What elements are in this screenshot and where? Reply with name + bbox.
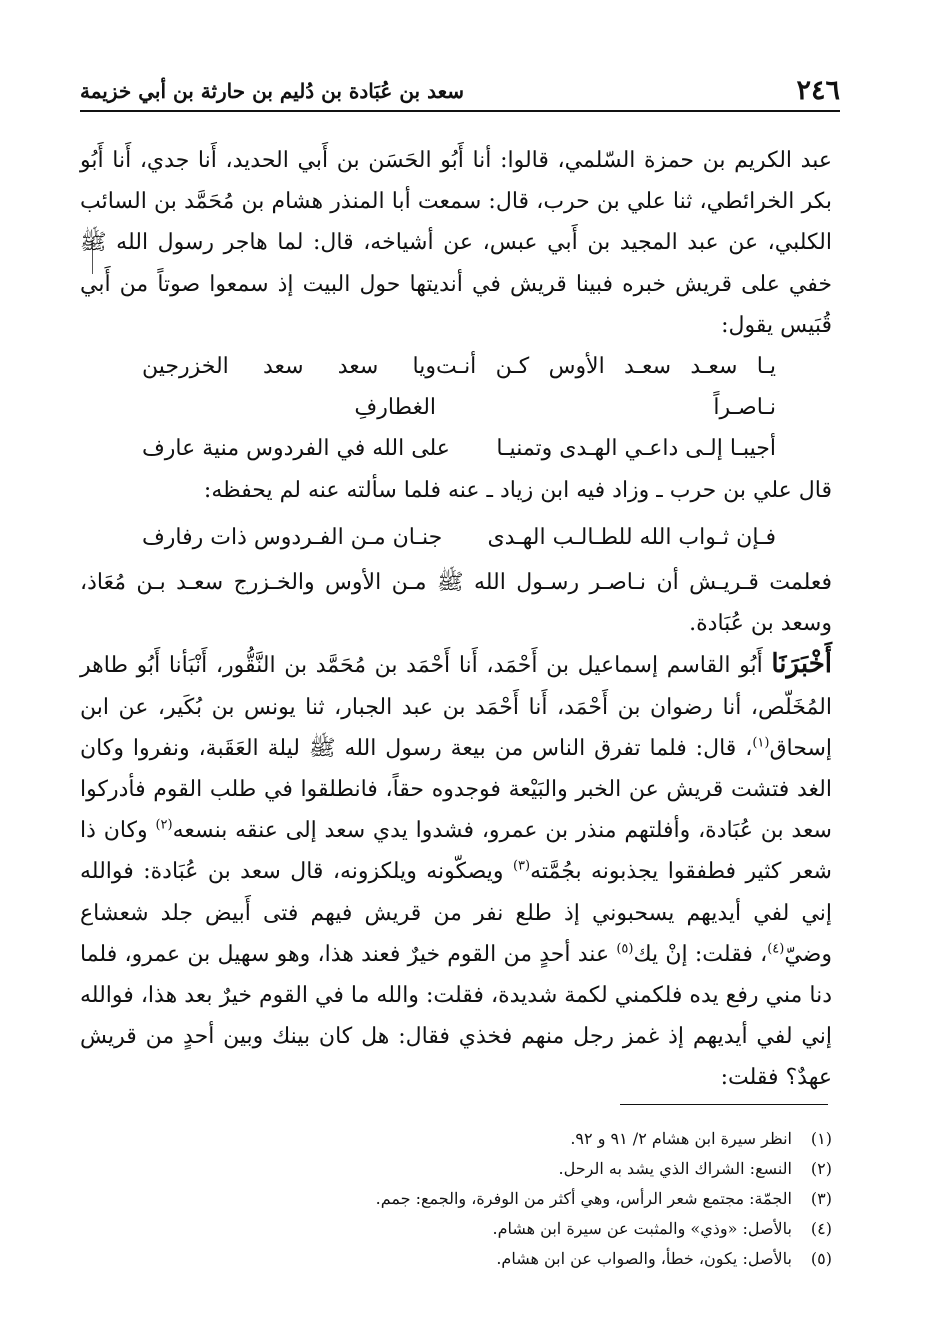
footnote-text: بالأصل: يكون، خطأ، والصواب عن ابن هشام.	[496, 1249, 792, 1268]
page-number: ٢٤٦	[796, 75, 840, 106]
footnote-2	[80, 1154, 832, 1184]
footnote-1	[80, 1124, 832, 1154]
verse-1-second-hemistich: ويا سعد سعد الخزرجين الغطارفِ	[142, 354, 437, 421]
paragraph-3-part-a: أَبُو القاسم إسماعيل بن أَحْمَد، أَنا أَحْمَد بن مُحَمَّد بن النَّقُّور، أَنْبَأنا أَبُو طاهر المُخَلّص، أنا رضوان بن أَحْمَد، أَنا أَحْمَد بن عبد الجبار، ثنا يونس بن بُكَير، عن ابن إسحاق	[80, 653, 832, 761]
footnote-text: النسع: الشراك الذي يشد به الرحل.	[558, 1159, 792, 1178]
paragraph-3-part-b: ، قال: فلما تفرق الناس من بيعة رسول الله ﷺ ليلة العَقَبة، ونفروا وكان الغد فتشت قريش عن الخبر والبَيْعة فوجدوه حقاً، فانطلقوا في طلب القوم فأدركوا سعد بن عُبَادة، وأفلتهم منذر بن عمرو، فشدوا يدي سعد إلى عنقه بنسعه	[80, 735, 832, 844]
footnote-4	[80, 1214, 832, 1244]
footnote-number: (٢)	[810, 1159, 832, 1178]
akhbarana-lead-word: أَخْبَرَنَا	[771, 649, 832, 680]
footnote-ref-5[interactable]: (٥)	[616, 941, 634, 957]
verse-3-first-hemistich: فـإن ثـواب الله للطـالـب الهـدى	[487, 524, 776, 550]
main-text	[80, 140, 832, 1099]
verse-1-first-hemistich: يـا سعـد سعـد الأوس كـن أنـت نـاصـراً	[436, 354, 776, 421]
page-header	[80, 66, 840, 108]
verse-note: قال علي بن حرب ـ وزاد فيه ابن زياد ـ عنه فلما سألته عنه لم يحفظه:	[203, 477, 832, 503]
footnote-text: انظر سيرة ابن هشام ٢/ ٩١ و ٩٢.	[570, 1129, 792, 1148]
paragraph-3-part-c: وكان ذا شعر كثير فطفقوا يجذبونه بجُمَّته	[80, 818, 832, 885]
paragraph-3-part-e: ، فقلت: إنْ يك	[633, 941, 768, 967]
verse-line-1	[142, 346, 776, 428]
verse-3-second-hemistich: جنـان مـن الفـردوس ذات رفارف	[142, 524, 443, 550]
verse-2-first-hemistich: أجيبـا إلـى داعـي الهـدى وتمنيـا	[496, 436, 776, 462]
footnote-5	[80, 1244, 832, 1274]
paragraph-1: عبد الكريم بن حمزة السّلمي، قالوا: أنا أَبُو الحَسَن بن أَبي الحديد، أَنا جدي، أَنا أَبُو بكر الخرائطي، ثنا علي بن حرب، قال: سمعت أبا المنذر هشام بن مُحَمَّد بن السائب الكلبي، عن عبد المجيد بن أَبي عبس، عن أشياخه، قال: لما هاجر رسول الله ﷺ خفي على قريش خبره فبينا قريش في أنديتها حول البيت إذ سمعوا صوتاً من أَبي قُبَيس يقول:	[80, 148, 832, 338]
footnotes	[80, 1124, 832, 1274]
paragraph-2: فعلمت قـريـش أن نـاصـر رسـول الله ﷺ مـن الأوس والخـزرج سعـد بـن مُعَاذ، وسعد بن عُبَادة.	[80, 570, 832, 637]
verse-line-2	[142, 428, 776, 469]
footnote-number: (٥)	[810, 1249, 832, 1268]
header-divider	[80, 110, 840, 112]
footnote-text: بالأصل: «وذي» والمثبت عن سيرة ابن هشام.	[492, 1219, 792, 1238]
footnote-ref-1[interactable]: (١)	[752, 735, 770, 751]
footnote-number: (١)	[810, 1129, 832, 1148]
footnote-ref-2[interactable]: (٢)	[155, 817, 173, 833]
paragraph-3-part-d: ويصكّونه ويلكزونه، قال سعد بن عُبَادة: فوالله إني لفي أيديهم يسحبوني إذ طلع نفر من قريش فيهم فتى أَبيض جلد شعشاع وضيّ	[80, 859, 832, 967]
footnote-ref-4[interactable]: (٤)	[767, 941, 785, 957]
footnote-3	[80, 1184, 832, 1214]
footnote-number: (٤)	[810, 1219, 832, 1238]
verse-2-second-hemistich: على الله في الفردوس منية عارف	[142, 436, 450, 462]
footnote-number: (٣)	[810, 1189, 832, 1208]
footnote-text: الجمّة: مجتمع شعر الرأس، وهي أكثر من الوفرة، والجمع: جمم.	[375, 1189, 792, 1208]
paragraph-3-part-f: عند أحدٍ من القوم خيرٌ فعند هذا، وهو سهيل بن عمرو، فلما دنا مني رفع يده فلكمني لكمة شديدة، فقلت: والله ما في القوم خيرٌ بعد هذا، فوالله إني لفي أيديهم إذ غمز رجل منهم فخذي فقال: هل كان بينك وبين أحدٍ من قريش عهدٌ؟ فقلت:	[80, 941, 832, 1091]
verse-line-3	[142, 517, 776, 558]
footnote-ref-3[interactable]: (٣)	[512, 859, 531, 875]
running-title: سعد بن عُبَادة بن دُليم بن حارثة بن أبي خزيمة	[80, 79, 464, 103]
paragraph-3	[80, 644, 832, 1098]
footnote-divider	[620, 1104, 828, 1105]
